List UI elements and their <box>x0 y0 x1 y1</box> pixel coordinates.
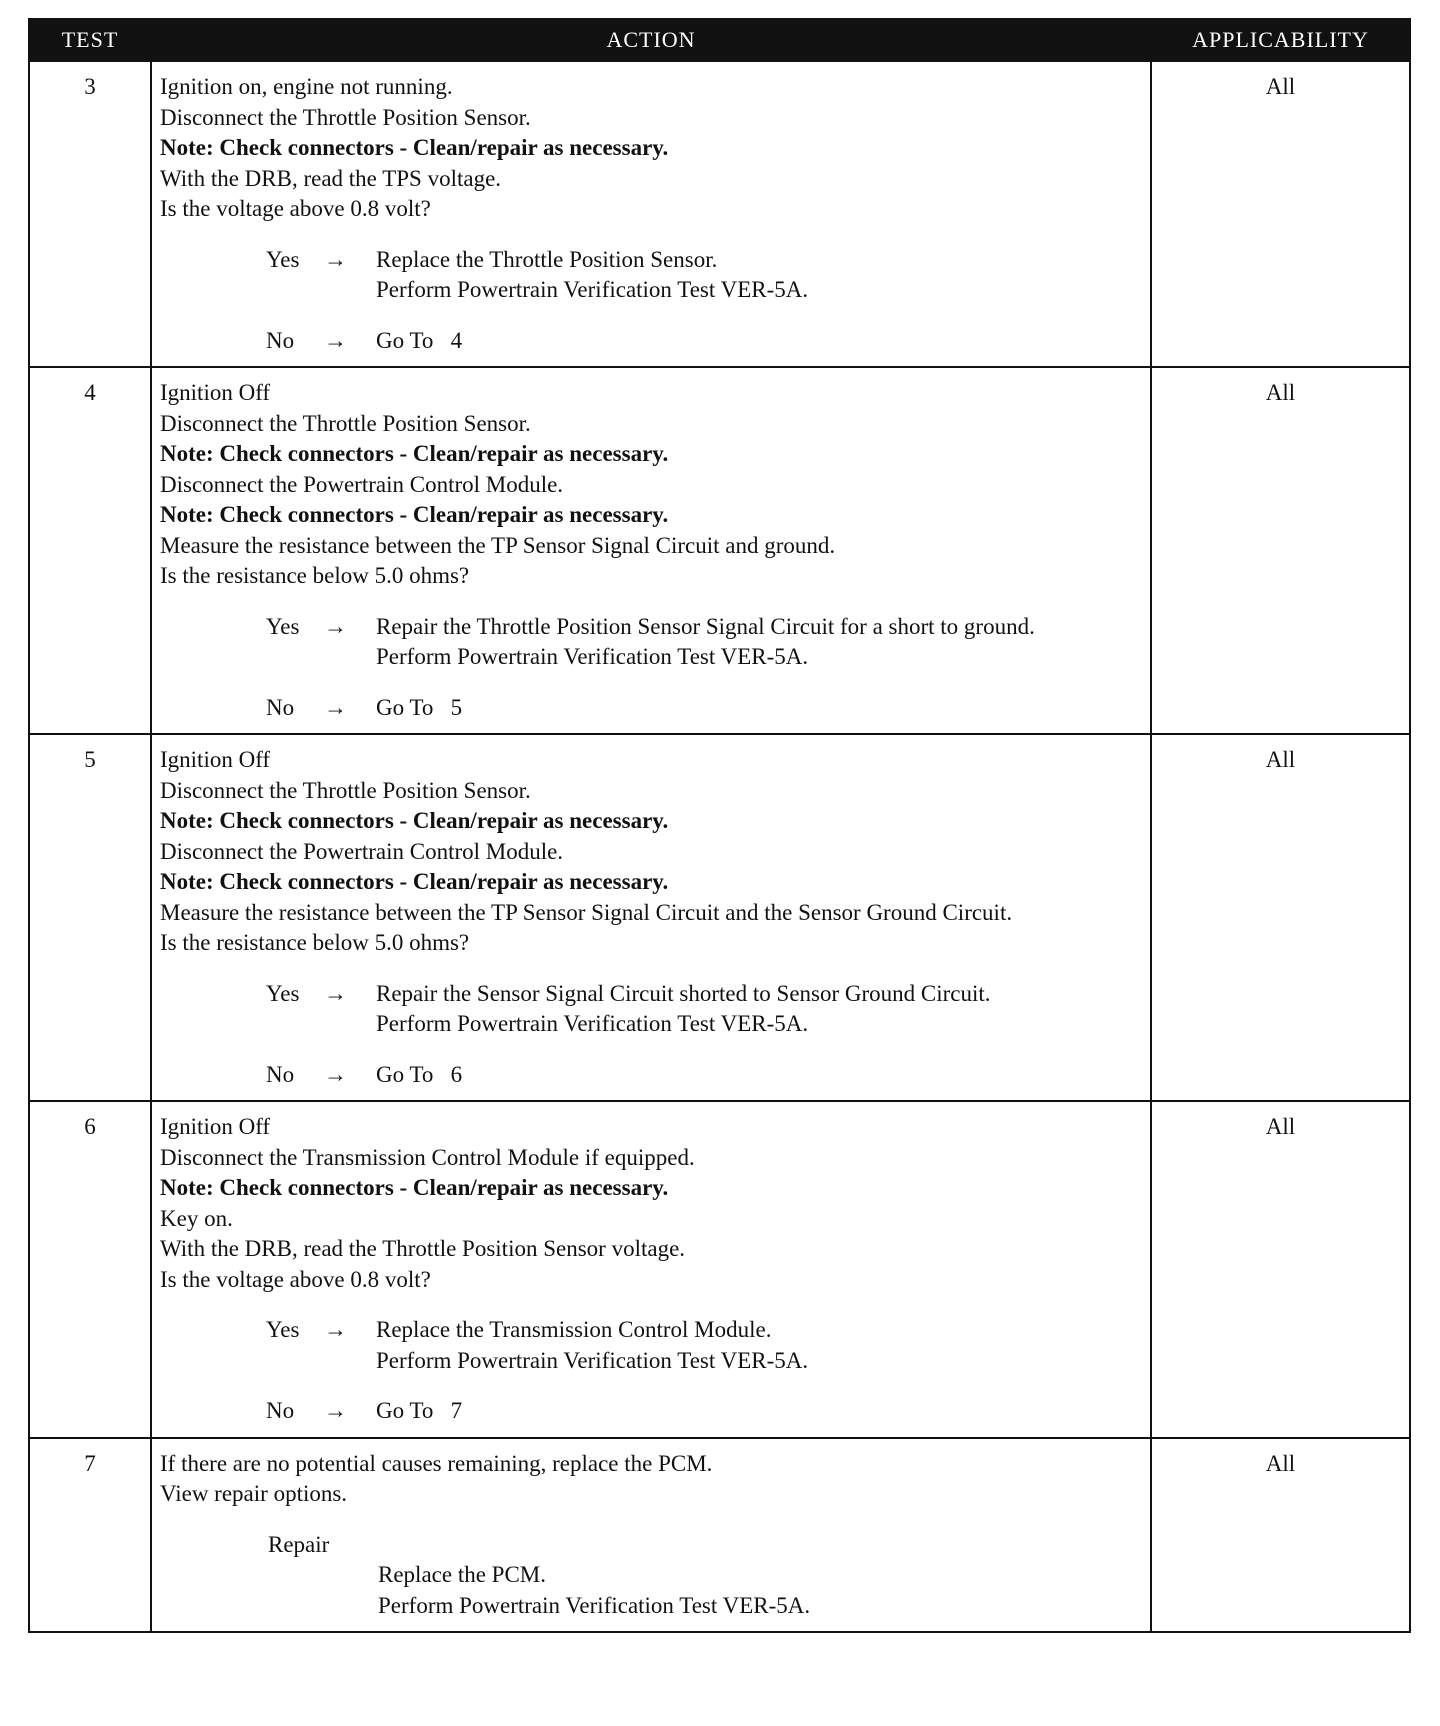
arrow-right-icon: → <box>324 613 347 639</box>
yes-option <box>266 612 1144 673</box>
action-step: Disconnect the Throttle Position Sensor. <box>160 410 531 436</box>
no-result <box>376 1396 1144 1427</box>
arrow-right-icon: → <box>324 1061 347 1087</box>
yes-result-line: Repair the Sensor Signal Circuit shorted to Sensor Ground Circuit. <box>376 980 991 1006</box>
action-step: Disconnect the Powertrain Control Module. <box>160 838 564 864</box>
action-cell <box>151 734 1151 1101</box>
repair-step: Perform Powertrain Verification Test VER-5A. <box>378 1592 811 1618</box>
repair-step: Replace the PCM. <box>378 1562 546 1587</box>
test-number: 5 <box>29 734 151 1101</box>
action-step: With the DRB, read the TPS voltage. <box>160 165 502 191</box>
header-applicability: APPLICABILITY <box>1151 19 1410 61</box>
goto-text: Go To 5 <box>376 694 463 720</box>
result-options <box>160 1315 1144 1427</box>
diagnostic-test-table <box>28 18 1411 1633</box>
yes-label: Yes <box>266 246 300 272</box>
yes-option <box>266 979 1144 1040</box>
goto-text: Go To 4 <box>376 327 463 353</box>
note-text: Note: Check connectors - Clean/repair as necessary. <box>160 1175 669 1200</box>
yes-label: Yes <box>266 613 300 639</box>
table-row <box>29 1438 1410 1633</box>
no-result <box>376 693 1144 724</box>
action-cell <box>151 61 1151 367</box>
result-options <box>160 979 1144 1091</box>
note-text: Note: Check connectors - Clean/repair as necessary. <box>160 135 669 160</box>
no-option <box>266 1396 1144 1427</box>
yes-option <box>266 245 1144 306</box>
yes-result <box>376 1315 1144 1376</box>
applicability-cell: All <box>1151 1101 1410 1438</box>
action-step: Ignition Off <box>160 747 271 772</box>
no-result <box>376 326 1144 357</box>
table-body <box>29 61 1410 1632</box>
diagnostic-test-sheet <box>28 18 1409 1633</box>
action-step: If there are no potential causes remaining, replace the PCM. <box>160 1450 713 1476</box>
arrow-right-icon: → <box>324 1317 347 1342</box>
yes-label: Yes <box>266 980 300 1006</box>
goto-text: Go To 7 <box>376 1398 463 1423</box>
applicability-cell: All <box>1151 734 1410 1101</box>
test-number: 7 <box>29 1438 151 1633</box>
test-number: 3 <box>29 61 151 367</box>
action-step: Disconnect the Powertrain Control Module. <box>160 471 564 497</box>
no-option <box>266 1060 1144 1091</box>
table-row <box>29 1101 1410 1438</box>
yes-result-line: Replace the Throttle Position Sensor. <box>376 246 718 272</box>
table-header-row <box>29 19 1410 61</box>
no-option <box>266 693 1144 724</box>
applicability-cell: All <box>1151 61 1410 367</box>
action-step: Disconnect the Throttle Position Sensor. <box>160 104 531 130</box>
no-label: No <box>266 327 295 353</box>
action-step: Is the resistance below 5.0 ohms? <box>160 563 470 588</box>
action-step: Ignition on, engine not running. <box>160 74 453 99</box>
yes-result <box>376 245 1144 306</box>
action-cell <box>151 367 1151 734</box>
action-step: Is the voltage above 0.8 volt? <box>160 1266 431 1292</box>
yes-option <box>266 1315 1144 1376</box>
yes-result-line: Perform Powertrain Verification Test VER-5A. <box>376 1011 809 1036</box>
no-label: No <box>266 694 295 720</box>
action-step: Ignition Off <box>160 1114 271 1139</box>
header-test: TEST <box>29 19 151 61</box>
yes-label: Yes <box>266 1317 300 1342</box>
action-step: Is the voltage above 0.8 volt? <box>160 196 431 221</box>
result-options <box>160 245 1144 357</box>
table-row <box>29 367 1410 734</box>
no-result <box>376 1060 1144 1091</box>
action-step: Measure the resistance between the TP Sensor Signal Circuit and ground. <box>160 532 836 558</box>
action-step: With the DRB, read the Throttle Position Sensor voltage. <box>160 1236 686 1261</box>
action-cell <box>151 1438 1151 1633</box>
table-row <box>29 734 1410 1101</box>
no-label: No <box>266 1398 295 1423</box>
repair-label: Repair <box>268 1531 330 1557</box>
yes-result <box>376 612 1144 673</box>
action-step: Disconnect the Transmission Control Module if equipped. <box>160 1144 695 1170</box>
yes-result-line: Repair the Throttle Position Sensor Signal Circuit for a short to ground. <box>376 613 1035 639</box>
no-label: No <box>266 1061 295 1087</box>
note-text: Note: Check connectors - Clean/repair as necessary. <box>160 869 669 894</box>
action-step: Disconnect the Throttle Position Sensor. <box>160 777 531 803</box>
action-step: Measure the resistance between the TP Sensor Signal Circuit and the Sensor Ground Circuit. <box>160 899 1013 925</box>
action-step: View repair options. <box>160 1481 348 1506</box>
action-step: Is the resistance below 5.0 ohms? <box>160 930 470 955</box>
yes-result <box>376 979 1144 1040</box>
note-text: Note: Check connectors - Clean/repair as necessary. <box>160 502 669 527</box>
test-number: 4 <box>29 367 151 734</box>
note-text: Note: Check connectors - Clean/repair as necessary. <box>160 808 669 833</box>
arrow-right-icon: → <box>324 246 347 272</box>
applicability-cell: All <box>1151 367 1410 734</box>
yes-result-line: Perform Powertrain Verification Test VER-5A. <box>376 277 809 302</box>
no-option <box>266 326 1144 357</box>
yes-result-line: Perform Powertrain Verification Test VER-5A. <box>376 644 809 669</box>
yes-result-line: Replace the Transmission Control Module. <box>376 1317 772 1342</box>
arrow-right-icon: → <box>324 980 347 1006</box>
test-number: 6 <box>29 1101 151 1438</box>
arrow-right-icon: → <box>324 694 347 720</box>
result-options <box>160 612 1144 724</box>
action-cell <box>151 1101 1151 1438</box>
arrow-right-icon: → <box>324 1398 347 1423</box>
action-step: Ignition Off <box>160 380 271 405</box>
yes-result-line: Perform Powertrain Verification Test VER-5A. <box>376 1347 809 1373</box>
repair-steps <box>378 1560 1144 1621</box>
arrow-right-icon: → <box>324 327 347 353</box>
note-text: Note: Check connectors - Clean/repair as necessary. <box>160 441 669 466</box>
applicability-cell: All <box>1151 1438 1410 1633</box>
header-action: ACTION <box>151 19 1151 61</box>
goto-text: Go To 6 <box>376 1061 463 1087</box>
action-step: Key on. <box>160 1205 233 1231</box>
table-row <box>29 61 1410 367</box>
